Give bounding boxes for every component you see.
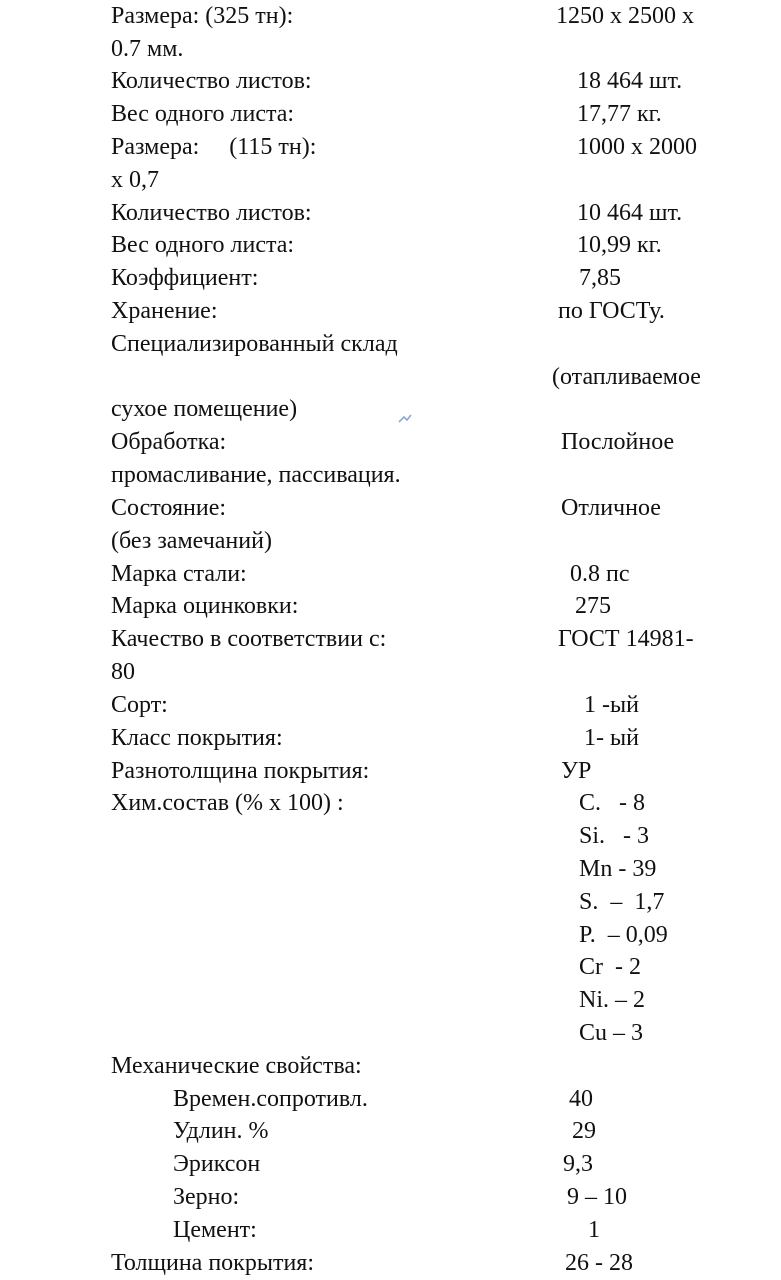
grain-label: Зерно: [173, 1184, 240, 1210]
steel-grade-label: Марка стали: [111, 561, 247, 587]
cementite-value: 1 [588, 1217, 600, 1243]
chemistry-cu: Cu – 3 [579, 1020, 644, 1046]
condition-continuation: (без замечаний) [111, 528, 272, 554]
erichsen-value: 9,3 [563, 1151, 593, 1177]
quality-standard-label: Качество в соответствии с: [111, 626, 387, 652]
processing-continuation: промасливание, пассивация. [111, 462, 401, 488]
quality-standard-value: ГОСТ 14981- [558, 626, 694, 652]
tensile-strength-label: Времен.сопротивл. [173, 1086, 368, 1112]
storage-continuation-1: Специализированный склад [111, 331, 398, 357]
coefficient-value: 7,85 [579, 265, 621, 291]
size-115-continuation: х 0,7 [111, 167, 159, 193]
sheet-count-2-label: Количество листов: [111, 200, 312, 226]
steel-grade-value: 0.8 пс [570, 561, 630, 587]
size-115-label: Размера: (115 тн): [111, 134, 317, 160]
coating-thickness-value: 26 - 28 [565, 1250, 633, 1276]
coating-class-label: Класс покрытия: [111, 725, 283, 751]
mechanical-properties-heading: Механические свойства: [111, 1053, 362, 1079]
coating-class-value: 1- ый [584, 725, 639, 751]
zinc-grade-label: Марка оцинковки: [111, 593, 299, 619]
size-115-value: 1000 х 2000 [577, 134, 697, 160]
sheet-count-value: 18 464 шт. [577, 68, 683, 94]
storage-continuation-3: сухое помещение) [111, 396, 298, 422]
sheet-count-label: Количество листов: [111, 68, 312, 94]
elongation-label: Удлин. % [173, 1118, 269, 1144]
tensile-strength-value: 40 [569, 1086, 593, 1112]
zinc-grade-value: 275 [575, 593, 611, 619]
chemistry-c: C. - 8 [579, 790, 645, 816]
grade-label: Сорт: [111, 692, 168, 718]
quality-standard-continuation: 80 [111, 659, 135, 685]
chemistry-p: P. – 0,09 [579, 922, 668, 948]
chemistry-mn: Mn - 39 [579, 856, 657, 882]
processing-label: Обработка: [111, 429, 227, 455]
storage-continuation-2: (отапливаемое [552, 364, 701, 390]
erichsen-label: Эриксон [173, 1151, 261, 1177]
size-325-continuation: 0.7 мм. [111, 36, 184, 62]
chemistry-cr: Cr - 2 [579, 954, 641, 980]
sheet-weight-2-value: 10,99 кг. [577, 232, 662, 258]
elongation-value: 29 [572, 1118, 596, 1144]
coating-variance-label: Разнотолщина покрытия: [111, 758, 370, 784]
chemistry-si: Si. - 3 [579, 823, 650, 849]
sheet-weight-2-label: Вес одного листа: [111, 232, 295, 258]
size-325-label: Размера: (325 тн): [111, 3, 294, 29]
storage-label: Хранение: [111, 298, 218, 324]
pencil-mark-icon [398, 414, 412, 424]
sheet-count-2-value: 10 464 шт. [577, 200, 683, 226]
processing-value: Послойное [561, 429, 675, 455]
coating-thickness-label: Толщина покрытия: [111, 1250, 315, 1276]
storage-value: по ГОСТу. [558, 298, 665, 324]
condition-value: Отличное [561, 495, 661, 521]
grain-value: 9 – 10 [567, 1184, 627, 1210]
sheet-weight-value: 17,77 кг. [577, 101, 662, 127]
cementite-label: Цемент: [173, 1217, 257, 1243]
chemistry-s: S. – 1,7 [579, 889, 665, 915]
sheet-weight-label: Вес одного листа: [111, 101, 295, 127]
chemistry-label: Хим.состав (% х 100) : [111, 790, 344, 816]
coating-variance-value: УР [561, 758, 592, 784]
coefficient-label: Коэффициент: [111, 265, 259, 291]
condition-label: Состояние: [111, 495, 227, 521]
chemistry-ni: Ni. – 2 [579, 987, 645, 1013]
grade-value: 1 -ый [584, 692, 639, 718]
size-325-value: 1250 х 2500 х [556, 3, 694, 29]
